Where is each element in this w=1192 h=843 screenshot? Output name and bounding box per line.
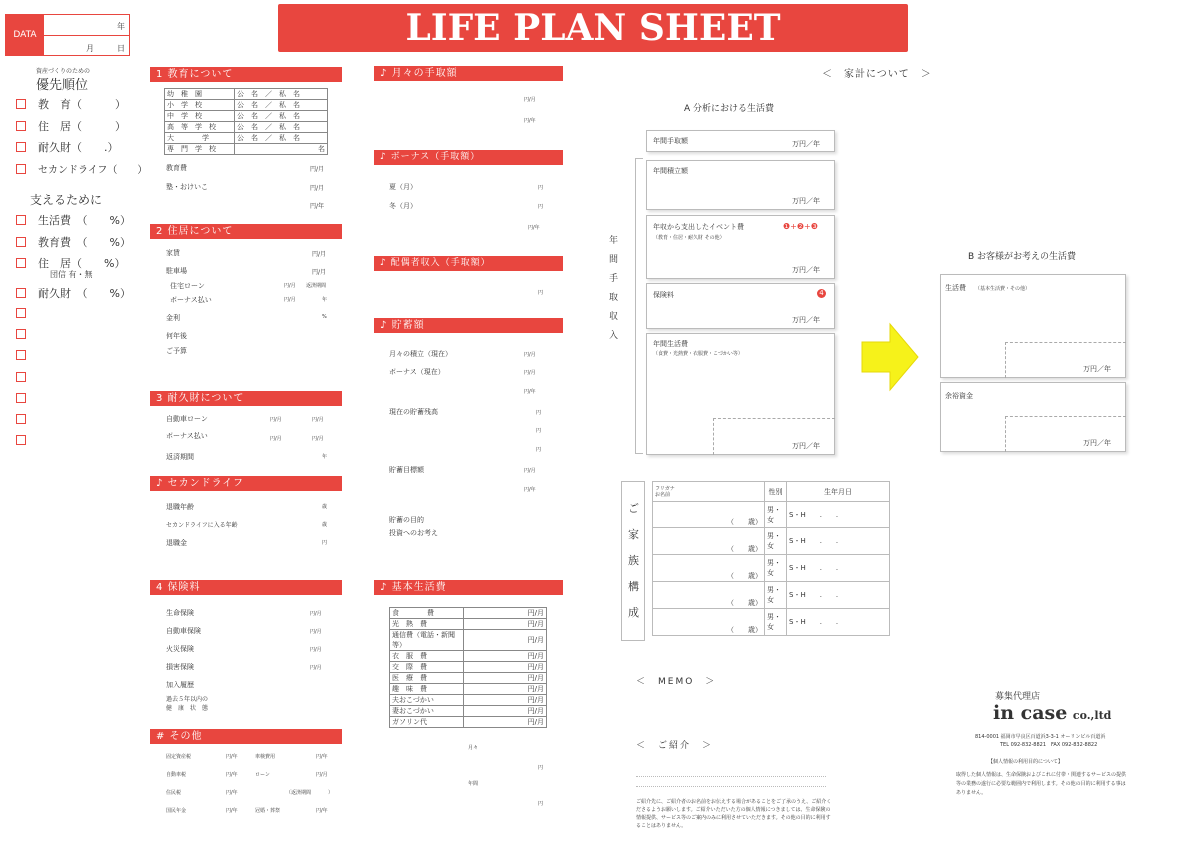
unit: 円/月 bbox=[524, 370, 536, 376]
priority-checkbox-4[interactable] bbox=[16, 164, 26, 174]
other-label: 車検費用 bbox=[255, 754, 276, 760]
date-label: DATA bbox=[6, 15, 44, 55]
blank-checkbox[interactable] bbox=[16, 350, 26, 360]
family-vertical-label: ご家族構成 bbox=[628, 502, 639, 619]
unit: 円 bbox=[538, 204, 544, 210]
unit: 万円／年 bbox=[792, 316, 820, 324]
family-birth[interactable]: S・H . . bbox=[787, 609, 890, 636]
month-unit: 月 bbox=[86, 44, 94, 53]
unit: 円/月 bbox=[312, 436, 324, 442]
insurance-box[interactable] bbox=[646, 283, 835, 329]
savings-title: 貯蓄額 bbox=[391, 320, 425, 331]
name-label: お名前 bbox=[655, 491, 671, 498]
unit: 円/月 bbox=[284, 283, 296, 289]
durables-header: 3 耐久財について bbox=[150, 391, 342, 406]
monthly-save-label: 月々の積立（現在） bbox=[389, 350, 452, 358]
basic-expense-table bbox=[389, 607, 547, 728]
education-header: 1 教育について bbox=[150, 67, 342, 82]
expense-value[interactable]: 円/月 bbox=[464, 662, 547, 673]
unit: 円/年 bbox=[226, 772, 238, 778]
privacy-text: 取得した個人情報は、生命保険およびこれに付帯・関連するサービスの提供等の業務の遂行に必要な範囲内で利用します。その他の目的に利用する事はありません。 bbox=[956, 772, 1127, 796]
note-icon: ♪ bbox=[380, 320, 388, 331]
note-icon: ♪ bbox=[380, 582, 388, 593]
income-title: 月々の手取額 bbox=[391, 68, 458, 79]
box-label: 年収から支出したイベント費 bbox=[653, 223, 744, 231]
unit: 円/月 bbox=[316, 772, 328, 778]
priority-checkbox-3[interactable] bbox=[16, 142, 26, 152]
unit: 万円／年 bbox=[1083, 365, 1111, 373]
target-label: 貯蓄目標額 bbox=[389, 466, 424, 474]
vertical-income-label: 年間手取収入 bbox=[609, 236, 619, 341]
housing-bonus-label: ボーナス払い bbox=[170, 296, 212, 304]
unit: ） bbox=[328, 790, 334, 796]
family-age[interactable]: （ 歳） bbox=[653, 502, 765, 528]
joined-label: 加入履歴 bbox=[166, 681, 194, 689]
expense-value[interactable]: 円/月 bbox=[464, 608, 547, 619]
priority-item: 耐久財（ .） bbox=[38, 141, 119, 154]
expense-value[interactable]: 円/月 bbox=[464, 651, 547, 662]
budget-label: ご予算 bbox=[166, 347, 187, 355]
expense-value[interactable]: 円/月 bbox=[464, 695, 547, 706]
unit: 円/年 bbox=[310, 203, 325, 210]
second-life-header bbox=[150, 476, 342, 491]
blank-checkbox[interactable] bbox=[16, 372, 26, 382]
unit: 円/月 bbox=[310, 611, 322, 617]
purpose-label: 貯蓄の目的 bbox=[389, 516, 424, 524]
health-label: 過去５年以内の bbox=[166, 696, 209, 703]
family-vertical-box bbox=[621, 481, 645, 641]
blank-checkbox[interactable] bbox=[16, 435, 26, 445]
birth-label: 生年月日 bbox=[787, 482, 890, 502]
yearly-label: 年間 bbox=[468, 781, 479, 787]
school-name: 幼 稚 園 bbox=[165, 89, 235, 100]
support-item: 耐久財 （ %） bbox=[38, 287, 131, 300]
lesson-label: 塾・おけいこ bbox=[166, 183, 208, 191]
event-cost-box[interactable] bbox=[646, 215, 835, 279]
family-birth[interactable]: S・H . . bbox=[787, 582, 890, 609]
unit: 円 bbox=[536, 428, 542, 434]
unit: 円/月 bbox=[310, 185, 325, 192]
support-item: 住 居（ %） bbox=[38, 257, 126, 270]
other-header: # その他 bbox=[150, 729, 342, 744]
unit: 円/月 bbox=[312, 269, 327, 276]
unit: 年 bbox=[322, 454, 328, 460]
housing-header: 2 住居について bbox=[150, 224, 342, 239]
priority-caption: 資産づくりのための bbox=[36, 68, 91, 75]
other-label: ローン bbox=[255, 772, 270, 778]
blank-checkbox[interactable] bbox=[16, 329, 26, 339]
years-label: 何年後 bbox=[166, 332, 187, 340]
family-table bbox=[652, 481, 890, 636]
family-gender[interactable]: 男・女 bbox=[765, 528, 787, 555]
blank-checkbox[interactable] bbox=[16, 414, 26, 424]
expense-value[interactable]: 円/月 bbox=[464, 684, 547, 695]
family-gender[interactable]: 男・女 bbox=[765, 502, 787, 528]
family-gender[interactable]: 男・女 bbox=[765, 609, 787, 636]
basic-header bbox=[374, 580, 563, 595]
balance-label: 現在の貯蓄残高 bbox=[389, 408, 438, 416]
health-label: 健 康 状 態 bbox=[166, 705, 209, 712]
expense-item: ガソリン代 bbox=[390, 717, 464, 728]
school-table bbox=[164, 88, 328, 155]
arrow-right-icon bbox=[860, 322, 920, 392]
box-sub: （食費・光熱費・衣服費・こづかい等） bbox=[653, 351, 743, 357]
unit: 円/年 bbox=[528, 225, 540, 231]
unit: 円/月 bbox=[310, 647, 322, 653]
unit: 円/年 bbox=[226, 808, 238, 814]
monthly-label: 月々 bbox=[468, 745, 479, 751]
support-checkbox-1[interactable] bbox=[16, 215, 26, 225]
box-label: 生活費 bbox=[945, 284, 966, 292]
other-label: 住民税 bbox=[166, 790, 182, 796]
danshin-text: 団信 有・無 bbox=[50, 270, 93, 279]
basic-title: 基本生活費 bbox=[391, 582, 447, 593]
unit: 円/月 bbox=[310, 166, 325, 173]
priority-title: 優先順位 bbox=[36, 78, 89, 93]
family-gender[interactable]: 男・女 bbox=[765, 555, 787, 582]
expense-value[interactable]: 円/月 bbox=[464, 706, 547, 717]
edu-fee-label: 教育費 bbox=[166, 164, 187, 172]
intro-note: ご紹介先に、ご紹介者のお名前をお伝えする場合があることをご了承のうえ、ご紹介くださるようお願いします。ご紹介いただいた方の個人情報につきましては、生命保険の情報提供、サービス等のご案内のみに利用させていただきます。その他の目的に利用することはありません。 bbox=[636, 799, 832, 829]
unit: 円/年 bbox=[524, 487, 536, 493]
support-item: 生活費 （ %） bbox=[38, 214, 131, 227]
spouse-header bbox=[374, 256, 563, 271]
interest-label: 金利 bbox=[166, 314, 180, 322]
agent-logo bbox=[993, 702, 1111, 724]
event-numbers: ❶+❷+❸ bbox=[783, 222, 818, 231]
music-note-icon: ♪ bbox=[156, 478, 164, 489]
annual-savings-box[interactable] bbox=[646, 160, 835, 210]
bracket-line bbox=[635, 158, 643, 454]
expense-value[interactable]: 円/月 bbox=[464, 630, 547, 651]
unit: 円 bbox=[536, 447, 542, 453]
family-birth[interactable]: S・H . . bbox=[787, 502, 890, 528]
savings-header bbox=[374, 318, 563, 333]
unit: 円/月 bbox=[270, 417, 282, 423]
priority-checkbox-2[interactable] bbox=[16, 121, 26, 131]
support-item: 教育費 （ %） bbox=[38, 236, 131, 249]
support-checkbox-2[interactable] bbox=[16, 237, 26, 247]
household-title: ＜ 家計について ＞ bbox=[822, 69, 932, 80]
school-name: 小 学 校 bbox=[165, 100, 235, 111]
support-title: 支えるために bbox=[30, 193, 103, 207]
life-ins-label: 生命保険 bbox=[166, 609, 194, 617]
family-age[interactable]: （ 歳） bbox=[653, 555, 765, 582]
expense-value[interactable]: 円/月 bbox=[464, 717, 547, 728]
school-count[interactable]: 公 名 ／ 私 名 bbox=[235, 122, 328, 133]
unit: 円 bbox=[538, 185, 544, 191]
support-checkbox-4[interactable] bbox=[16, 288, 26, 298]
school-name: 専 門 学 校 bbox=[165, 144, 235, 155]
family-age[interactable]: （ 歳） bbox=[653, 582, 765, 609]
priority-item: 住 居（ ） bbox=[38, 120, 126, 133]
school-count[interactable]: 公 名 ／ 私 名 bbox=[235, 100, 328, 111]
other-label: 国民年金 bbox=[166, 808, 187, 814]
expense-item: 食 費 bbox=[390, 608, 464, 619]
unit: 円 bbox=[538, 290, 544, 296]
priority-item: 教 育（ ） bbox=[38, 98, 126, 111]
bonus-header bbox=[374, 150, 563, 165]
unit: 円/月 bbox=[284, 297, 296, 303]
winter-label: 冬（月） bbox=[389, 202, 417, 210]
family-birth[interactable]: S・H . . bbox=[787, 528, 890, 555]
note-icon: ♪ bbox=[380, 68, 388, 79]
unit: 円 bbox=[322, 540, 328, 546]
unit: 円 bbox=[536, 410, 542, 416]
unit: 万円／年 bbox=[792, 266, 820, 274]
agent-address: 814-0001 福岡市早良区百道浜3-3-1 オーリンピル百道浜 bbox=[975, 734, 1106, 740]
retire-money-label: 退職金 bbox=[166, 539, 187, 547]
school-name: 高 等 学 校 bbox=[165, 122, 235, 133]
school-count[interactable]: 公 名 ／ 私 名 bbox=[235, 89, 328, 100]
loan-period: 返済期間 bbox=[306, 283, 327, 289]
other-label: 冠婚・葬祭 bbox=[255, 808, 281, 814]
note-icon: ♪ bbox=[380, 258, 387, 268]
school-count[interactable]: 公 名 ／ 私 名 bbox=[235, 111, 328, 122]
bonus-title: ボーナス（手取額） bbox=[390, 152, 481, 162]
note-icon: ♪ bbox=[380, 152, 387, 162]
annual-living-box[interactable] bbox=[646, 333, 835, 455]
unit: 円 bbox=[538, 765, 544, 771]
unit: 万円／年 bbox=[792, 197, 820, 205]
priority-item: セカンドライフ（ ） bbox=[38, 165, 148, 176]
retire-age-label: 退職年齢 bbox=[166, 503, 194, 511]
family-age[interactable]: （ 歳） bbox=[653, 609, 765, 636]
page-title: LIFE PLAN SHEET bbox=[278, 4, 908, 52]
summer-label: 夏（月） bbox=[389, 183, 417, 191]
date-box bbox=[5, 14, 130, 56]
other-label: 固定資産税 bbox=[166, 754, 192, 760]
unit: 円/月 bbox=[270, 436, 282, 442]
unit: % bbox=[322, 314, 327, 320]
agent-label: 募集代理店 bbox=[995, 692, 1041, 702]
number-badge: 4 bbox=[817, 289, 826, 298]
unit: 円/年 bbox=[524, 118, 536, 124]
unit: 円/年 bbox=[524, 389, 536, 395]
second-title: セカンドライフ bbox=[167, 478, 244, 489]
memo-title: ＜ MEMO ＞ bbox=[636, 677, 717, 687]
expense-item: 妻おこづかい bbox=[390, 706, 464, 717]
box-label: 年間生活費 bbox=[653, 340, 688, 348]
support-checkbox-3[interactable] bbox=[16, 258, 26, 268]
expense-item: 夫おこづかい bbox=[390, 695, 464, 706]
agent-tel: TEL 092-832-8821 FAX 092-832-8822 bbox=[1000, 742, 1098, 748]
unit: 円/月 bbox=[524, 97, 536, 103]
box-sub: （教育・住居・耐久財 その他） bbox=[653, 235, 725, 241]
customer-living-box[interactable] bbox=[940, 274, 1126, 378]
second-age-label: セカンドライフに入る年齢 bbox=[166, 522, 238, 529]
family-gender[interactable]: 男・女 bbox=[765, 582, 787, 609]
expense-item: 光 熱 費 bbox=[390, 619, 464, 630]
car-loan-label: 自動車ローン bbox=[166, 415, 208, 423]
expense-item: 通信費（電話・新聞等） bbox=[390, 630, 464, 651]
unit: 円/年 bbox=[226, 790, 238, 796]
box-sub: （基本生活費・その他） bbox=[975, 286, 1031, 292]
box-label: 保険料 bbox=[653, 291, 674, 299]
unit: 円/月 bbox=[310, 665, 322, 671]
blank-checkbox[interactable] bbox=[16, 393, 26, 403]
spouse-title: 配偶者収入（手取額） bbox=[390, 258, 491, 268]
unit: 年 bbox=[322, 297, 328, 303]
expense-item: 医 療 費 bbox=[390, 673, 464, 684]
unit: 円/年 bbox=[316, 808, 328, 814]
unit: 歳 bbox=[322, 504, 328, 510]
car-ins-label: 自動車保険 bbox=[166, 627, 201, 635]
family-birth[interactable]: S・H . . bbox=[787, 555, 890, 582]
intro-title: ＜ ご紹介 ＞ bbox=[636, 741, 714, 751]
school-name: 大 学 bbox=[165, 133, 235, 144]
unit: 円 bbox=[538, 801, 544, 807]
damage-ins-label: 損害保険 bbox=[166, 663, 194, 671]
box-label: 年間積立額 bbox=[653, 167, 688, 175]
furigana-label: フリガナ bbox=[655, 485, 675, 492]
unit: 万円／年 bbox=[792, 442, 820, 450]
unit: 歳 bbox=[322, 522, 328, 528]
family-age[interactable]: （ 歳） bbox=[653, 528, 765, 555]
other-label: 自動車税 bbox=[166, 772, 187, 778]
expense-value[interactable]: 円/月 bbox=[464, 619, 547, 630]
analysis-title: A 分析における生活費 bbox=[684, 104, 775, 114]
privacy-title: 【個人情報の利用目的について】 bbox=[988, 759, 1063, 765]
unit: 円/月 bbox=[524, 352, 536, 358]
logo-suffix: co.,ltd bbox=[1072, 709, 1112, 722]
unit: 円/月 bbox=[310, 629, 322, 635]
repay-period-label: 返済期間 bbox=[166, 453, 194, 461]
expense-value[interactable]: 円/月 bbox=[464, 673, 547, 684]
unit: 円/月 bbox=[312, 417, 324, 423]
unit: 円/年 bbox=[316, 754, 328, 760]
logo-text: in case bbox=[993, 702, 1068, 724]
insurance-header: 4 保険料 bbox=[150, 580, 342, 595]
expense-item: 趣 味 費 bbox=[390, 684, 464, 695]
income-header bbox=[374, 66, 563, 81]
housing-loan-label: 住宅ローン bbox=[170, 282, 205, 290]
parking-label: 駐車場 bbox=[166, 267, 187, 275]
expense-item: 衣 服 費 bbox=[390, 651, 464, 662]
expense-item: 交 際 費 bbox=[390, 662, 464, 673]
gender-label: 性別 bbox=[765, 482, 787, 502]
school-name: 中 学 校 bbox=[165, 111, 235, 122]
box-label: 年間手取額 bbox=[653, 137, 688, 145]
box-label: 余裕資金 bbox=[945, 392, 973, 400]
year-unit: 年 bbox=[117, 22, 125, 31]
unit: 万円／年 bbox=[792, 140, 820, 148]
surplus-box[interactable] bbox=[940, 382, 1126, 452]
unit: 円/月 bbox=[312, 251, 327, 258]
rent-label: 家賃 bbox=[166, 249, 180, 257]
unit: 円/月 bbox=[524, 468, 536, 474]
bonus-save-label: ボーナス（現在） bbox=[389, 368, 445, 376]
customer-living-title: B お客様がお考えの生活費 bbox=[968, 252, 1077, 262]
priority-checkbox-1[interactable] bbox=[16, 99, 26, 109]
day-unit: 日 bbox=[117, 44, 125, 53]
school-count[interactable]: 名 bbox=[235, 144, 328, 155]
invest-label: 投資へのお考え bbox=[389, 529, 438, 537]
unit: 円/年 bbox=[226, 754, 238, 760]
unit: 万円／年 bbox=[1083, 439, 1111, 447]
annual-income-box[interactable] bbox=[646, 130, 835, 152]
durables-bonus-label: ボーナス払い bbox=[166, 432, 208, 440]
blank-checkbox[interactable] bbox=[16, 308, 26, 318]
other-label: （返済期間 bbox=[286, 790, 312, 796]
school-count[interactable]: 公 名 ／ 私 名 bbox=[235, 133, 328, 144]
fire-ins-label: 火災保険 bbox=[166, 645, 194, 653]
